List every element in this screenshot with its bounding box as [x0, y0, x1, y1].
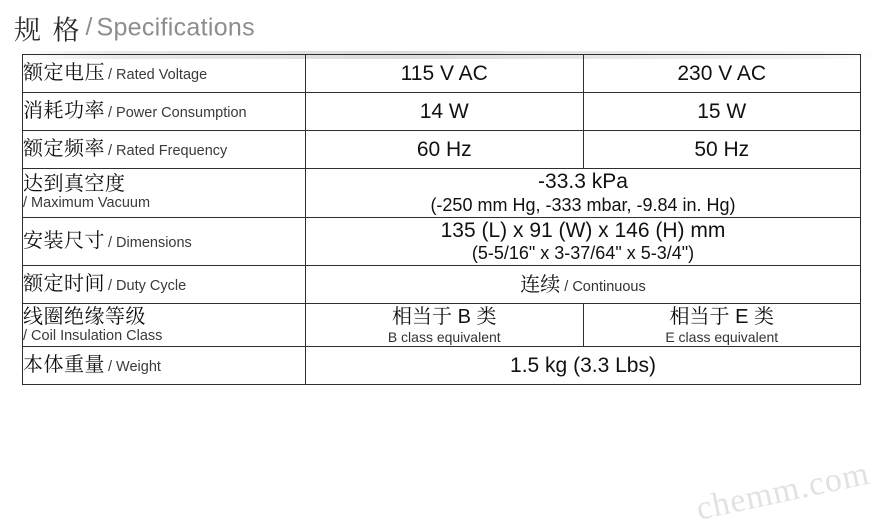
row-value-weight: 1.5 kg (3.3 Lbs) [306, 346, 861, 384]
table-row [23, 266, 861, 304]
row-value-dimensions [306, 217, 861, 266]
row-value-left: 60 Hz [306, 131, 584, 169]
specifications-table [22, 54, 861, 385]
table-row [23, 131, 861, 169]
row-label-dimensions [23, 217, 306, 266]
row-value-right: 230 V AC [583, 55, 861, 93]
table-row [23, 346, 861, 384]
table-row [23, 217, 861, 266]
row-value-left: 115 V AC [306, 55, 584, 93]
row-label-cn: 额定频率 [23, 138, 105, 160]
row-value-left-en: B class equivalent [387, 328, 501, 345]
row-value-main: 135 (L) x 91 (W) x 146 (H) mm [440, 218, 726, 242]
row-label-en: / Weight [108, 358, 161, 375]
row-value-main: -33.3 kPa [538, 170, 628, 193]
row-label-coil-insulation-class [23, 304, 306, 347]
row-value-cn: 连续 [520, 273, 561, 296]
row-label-maximum-vacuum [23, 169, 306, 218]
row-label-en: / Maximum Vacuum [23, 195, 151, 212]
row-value-right [583, 304, 861, 347]
row-label-cn: 额定电压 [23, 62, 105, 84]
row-label-rated-frequency [23, 131, 306, 169]
row-label-cn: 消耗功率 [23, 100, 105, 122]
row-value-right-cn: 相当于 E 类 [669, 306, 774, 329]
row-value-left: 14 W [306, 93, 584, 131]
row-label-power-consumption [23, 93, 306, 131]
row-label-en: / Rated Frequency [108, 143, 228, 159]
row-value-sub: (5-5/16" x 3-37/64" x 5-3/4") [471, 243, 695, 264]
row-value-en: / Continuous [564, 278, 646, 295]
table-row [23, 55, 861, 93]
table-row [23, 169, 861, 218]
specifications-section [0, 44, 879, 385]
row-label-duty-cycle [23, 266, 306, 304]
row-label-en: / Coil Insulation Class [23, 327, 163, 344]
row-label-cn: 线圈绝缘等级 [23, 305, 146, 328]
row-label-en: / Dimensions [108, 234, 192, 251]
row-label-en: / Duty Cycle [108, 278, 187, 295]
row-label-en: / Rated Voltage [108, 67, 208, 83]
row-label-rated-voltage [23, 55, 306, 93]
table-row [23, 93, 861, 131]
row-label-cn: 本体重量 [23, 353, 105, 376]
row-value-right: 15 W [583, 93, 861, 131]
row-value-right-en: E class equivalent [665, 328, 779, 345]
page-title [14, 13, 255, 45]
page-header [0, 0, 879, 44]
row-value-duty-cycle [306, 266, 861, 304]
page-title-cn: 规 格 [14, 15, 82, 45]
row-value-maximum-vacuum [306, 169, 861, 218]
row-label-cn: 额定时间 [23, 273, 105, 296]
row-label-cn: 达到真空度 [23, 173, 126, 196]
table-row [23, 304, 861, 347]
page-title-separator: / [85, 13, 93, 41]
row-value-left-cn: 相当于 B 类 [392, 306, 497, 329]
row-value-right: 50 Hz [583, 131, 861, 169]
row-label-weight [23, 346, 306, 384]
watermark: chemm.com [692, 454, 873, 528]
row-value-left [306, 304, 584, 347]
row-value-sub: (-250 mm Hg, -333 mbar, -9.84 in. Hg) [430, 194, 736, 215]
page-title-en: Specifications [96, 13, 255, 41]
row-label-en: / Power Consumption [108, 105, 247, 121]
row-label-cn: 安装尺寸 [23, 229, 105, 252]
